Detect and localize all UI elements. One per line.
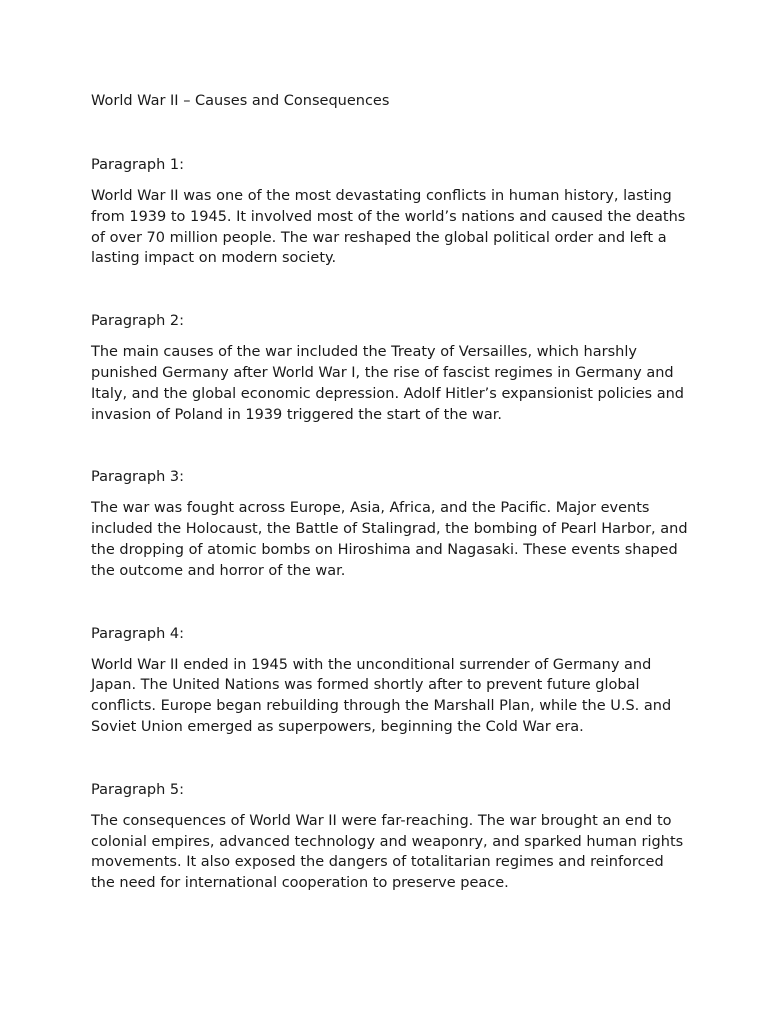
section-heading: Paragraph 4: [91,625,184,642]
spacer [91,112,691,155]
section-2 [91,311,691,425]
section-1 [91,155,691,269]
section-heading: Paragraph 1: [91,157,184,173]
spacer [91,269,691,311]
section-5 [91,780,691,894]
document-title: World War II – Causes and Consequences [91,93,390,109]
section-body: World War II ended in 1945 with the unconditional surrender of Germany and Japan. The United Nations was formed shortly after to prevent future global conflicts. Europe began rebuilding through the Marshall Plan, while the U.S. and Soviet Union emerged as superpowers, beginning the Cold War era. [91,656,672,735]
document-content [91,91,691,894]
spacer [91,425,691,467]
section-heading: Paragraph 2: [91,313,184,330]
section-4 [91,624,691,738]
section-body: The war was fought across Europe, Asia, Africa, and the Pacific. Major events included the Holocaust, the Battle of Stalingrad, the bombing of Pearl Harbor, and the dropping of atomic bombs on Hiroshima and Nagasaki. These events shaped the outcome and horror of the war. [91,500,688,579]
section-heading: Paragraph 3: [91,469,184,486]
spacer [91,582,691,624]
spacer [91,738,691,780]
section-3 [91,467,691,581]
section-heading: Paragraph 5: [91,781,184,798]
section-body: The main causes of the war included the Treaty of Versailles, which harshly punished Germany after World War I, the rise of fascist regimes in Germany and Italy, and the global economic depression. Adolf Hitler’s expansionist policies and invasion of Poland in 1939 triggered the start of the war. [91,344,684,423]
section-body: The consequences of World War II were far-reaching. The war brought an end to colonial empires, advanced technology and weaponry, and sparked human rights movements. It also exposed the dangers of totalitarian regimes and reinforced the need for international cooperation to preserve peace. [91,812,684,892]
section-body: World War II was one of the most devastating conflicts in human history, lasting from 1939 to 1945. It involved most of the world’s nations and caused the deaths of over 70 million people. The war reshaped the global political order and left a lasting impact on modern society. [91,188,686,267]
